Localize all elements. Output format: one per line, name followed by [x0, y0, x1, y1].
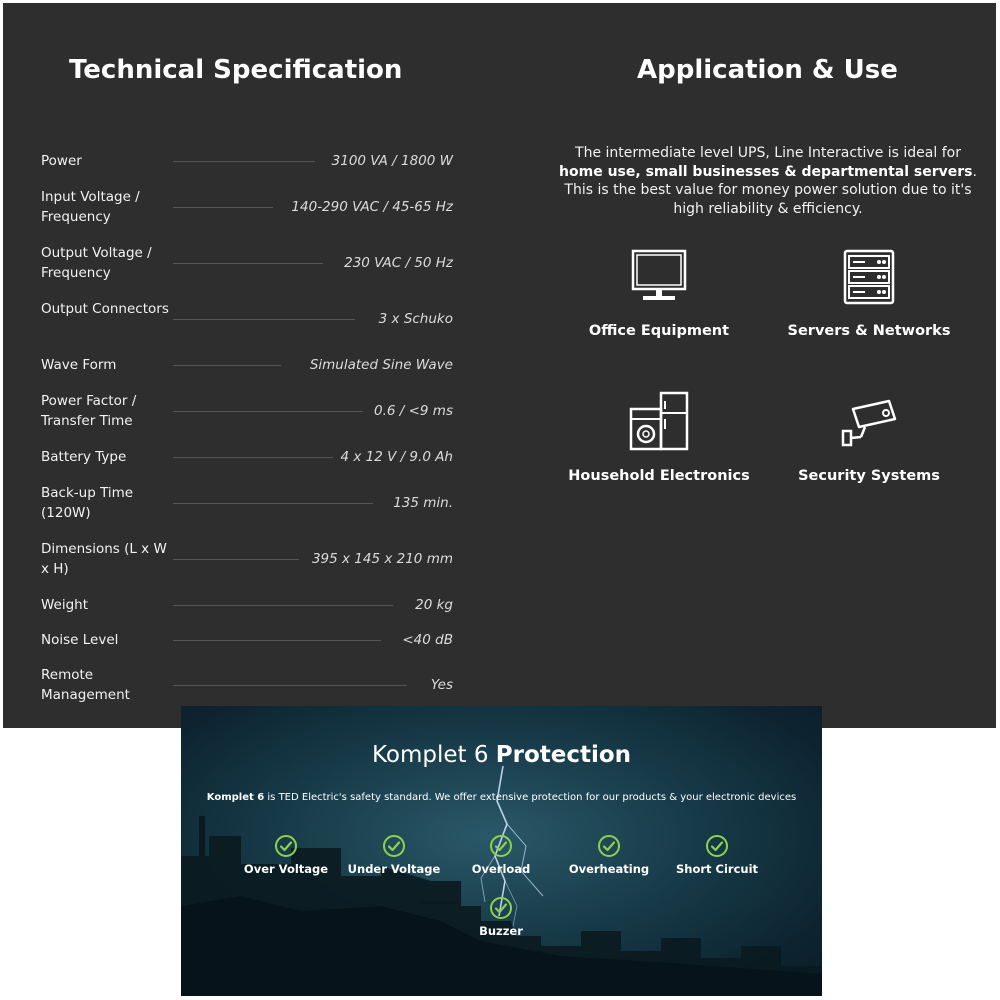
app-item-servers-networks	[754, 248, 984, 348]
spec-label: Battery Type	[41, 449, 127, 465]
feature-overheating	[554, 834, 664, 876]
spec-divider	[173, 605, 393, 606]
app-item-security-systems	[754, 397, 984, 489]
spec-divider	[173, 263, 323, 264]
spec-divider	[173, 503, 373, 504]
spec-divider	[173, 319, 355, 320]
protection-desc-text: is TED Electric's safety standard. We offer extensive protection for our products & your electronic devices	[264, 792, 797, 803]
spec-value: 3100 VA / 1800 W	[331, 153, 453, 169]
spec-label: Power Factor / Transfer Time	[41, 393, 137, 429]
spec-label: Output Voltage / Frequency	[41, 245, 152, 281]
protection-description	[181, 792, 822, 803]
spec-divider	[173, 559, 299, 560]
app-item-label: Security Systems	[798, 468, 940, 484]
feature-label: Over Voltage	[243, 862, 329, 876]
application-description	[559, 144, 977, 218]
spec-value: 0.6 / <9 ms	[374, 403, 453, 419]
feature-label: Overheating	[568, 862, 650, 876]
app-item-label: Office Equipment	[588, 323, 730, 339]
feature-label: Overload	[471, 862, 531, 876]
spec-value: 4 x 12 V / 9.0 Ah	[340, 449, 453, 465]
spec-divider	[173, 685, 407, 686]
spec-label: Back-up Time (120W)	[41, 485, 134, 521]
application-desc-text: . This is the best value for money power solution due to it's high reliability & efficiency.	[564, 163, 977, 217]
feature-label: Under Voltage	[347, 862, 441, 876]
app-item-label: Servers & Networks	[787, 323, 951, 339]
spec-value: Yes	[430, 677, 453, 693]
check-circle-icon	[382, 834, 406, 858]
check-circle-icon	[705, 834, 729, 858]
spec-label: Input Voltage / Frequency	[41, 189, 140, 225]
feature-short-circuit	[662, 834, 772, 876]
appliances-icon	[627, 389, 691, 453]
application-desc-text: The intermediate level UPS, Line Interactive is ideal for	[575, 145, 961, 161]
feature-over-voltage	[231, 834, 341, 876]
spec-label: Noise Level	[41, 632, 119, 648]
spec-label: Output Connectors	[41, 301, 169, 317]
feature-overload	[446, 834, 556, 876]
spec-value: Simulated Sine Wave	[309, 357, 453, 373]
app-item-office-equipment	[544, 248, 774, 348]
application-desc-highlight: home use, small businesses & departmental servers	[559, 163, 973, 180]
spec-label: Weight	[41, 597, 89, 613]
spec-label: Wave Form	[41, 357, 117, 373]
feature-under-voltage	[339, 834, 449, 876]
app-item-household-electronics	[544, 389, 774, 489]
check-circle-icon	[489, 834, 513, 858]
spec-value: 230 VAC / 50 Hz	[344, 255, 453, 271]
check-circle-icon	[597, 834, 621, 858]
check-circle-icon	[274, 834, 298, 858]
security-camera-icon	[839, 397, 899, 449]
spec-value: 20 kg	[415, 597, 453, 613]
spec-label: Remote Management	[41, 667, 130, 703]
spec-label: Power	[41, 153, 82, 169]
spec-label: Dimensions (L x W x H)	[41, 541, 167, 577]
protection-title-highlight: Protection	[495, 742, 632, 768]
spec-divider	[173, 411, 363, 412]
application-title: Application & Use	[637, 55, 898, 85]
spec-title: Technical Specification	[69, 55, 403, 85]
spec-divider	[173, 161, 315, 162]
spec-value: 3 x Schuko	[378, 311, 453, 327]
server-rack-icon	[841, 248, 897, 306]
spec-divider	[173, 457, 333, 458]
spec-divider	[173, 207, 273, 208]
feature-buzzer	[446, 896, 556, 938]
spec-divider	[173, 640, 381, 641]
spec-panel	[3, 3, 996, 728]
protection-title	[181, 742, 822, 768]
app-item-label: Household Electronics	[568, 468, 750, 484]
spec-value: 395 x 145 x 210 mm	[311, 551, 453, 567]
feature-label: Buzzer	[479, 924, 523, 938]
spec-value: <40 dB	[402, 632, 453, 648]
protection-title-text: Komplet 6	[371, 742, 496, 768]
spec-value: 140-290 VAC / 45-65 Hz	[291, 199, 453, 215]
protection-panel	[181, 706, 822, 996]
feature-label: Short Circuit	[675, 862, 759, 876]
check-circle-icon	[489, 896, 513, 920]
spec-value: 135 min.	[393, 495, 453, 511]
monitor-icon	[629, 248, 689, 304]
protection-desc-brand: Komplet 6	[206, 792, 265, 803]
spec-divider	[173, 365, 281, 366]
